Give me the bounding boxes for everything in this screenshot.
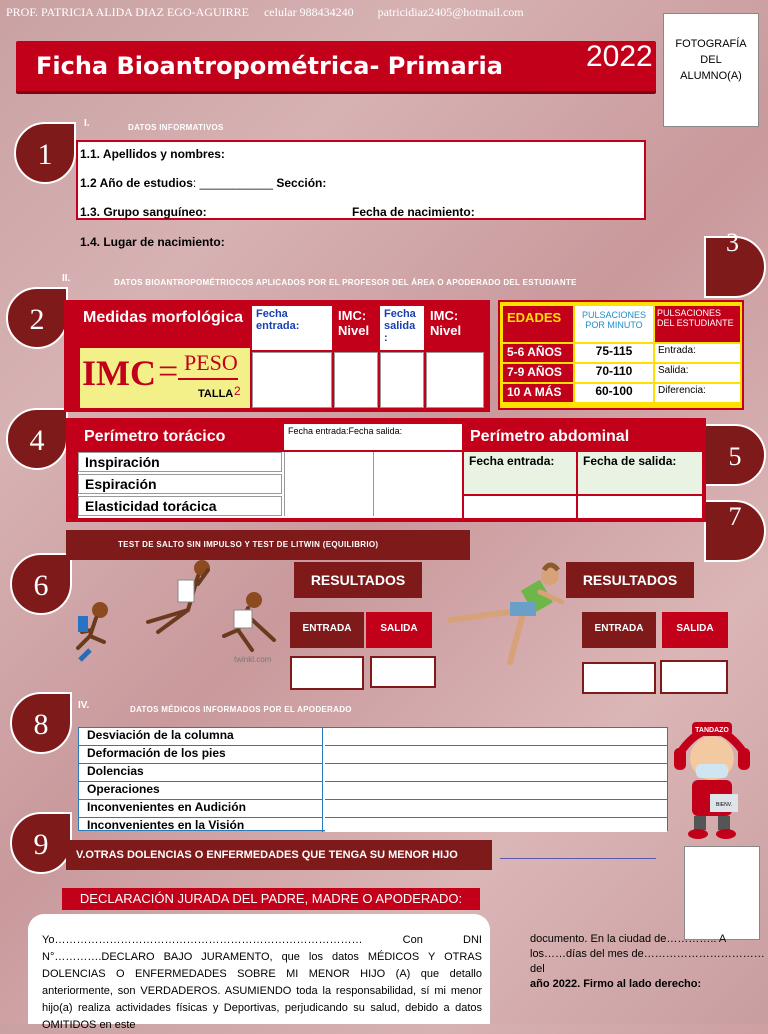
field-lugar[interactable]: 1.4. Lugar de nacimiento: <box>80 235 225 249</box>
med-row-3: Dolencias <box>79 764 323 782</box>
imc-exponent: 2 <box>234 384 241 398</box>
signature-box[interactable] <box>684 846 760 940</box>
pulso-2: 70-110 <box>575 364 653 382</box>
entrada-1-input[interactable] <box>290 656 364 690</box>
imc-text: IMC <box>82 353 156 393</box>
imc-nivel-2: IMC: Nivel <box>426 306 484 350</box>
pt-fecha-salida: Fecha salida: <box>348 426 403 436</box>
section-2-title: DATOS BIOANTROPOMÉTRIOCOS APLICADOS POR EL PROFESOR DEL ÁREA O APODERADO DEL ESTUDIANTE <box>114 278 577 287</box>
abd-entrada-cell[interactable] <box>464 496 576 518</box>
jump-figures-image <box>48 560 288 670</box>
salida-1-label: SALIDA <box>366 612 432 648</box>
mascot-image <box>664 710 760 840</box>
section-number-3: 3 <box>704 236 766 298</box>
abd-fecha-salida: Fecha de salida: <box>578 452 702 494</box>
twinkl-label: twinkl.com <box>234 655 272 664</box>
edades-header: EDADES <box>503 306 573 342</box>
decl-r1: documento. En la ciudad de………….. A <box>530 933 727 945</box>
pt-entrada-cells[interactable] <box>284 452 374 516</box>
mascot-cap-label: TANDAZO <box>695 727 729 734</box>
med-values[interactable] <box>325 728 667 832</box>
med-row-2: Deformación de los pies <box>79 746 323 764</box>
resultados-1: RESULTADOS <box>294 562 422 598</box>
section-number-6: 6 <box>10 553 72 615</box>
photo-label-1: FOTOGRAFÍA <box>675 38 747 50</box>
section-number-7: 7 <box>704 500 766 562</box>
header-line <box>6 5 524 20</box>
section-number-2: 2 <box>6 287 68 349</box>
pt-salida-cells[interactable] <box>374 452 462 516</box>
edad-1: 5-6 AÑOS <box>503 344 573 362</box>
abd-fecha-entrada: Fecha entrada: <box>464 452 576 494</box>
med-row-6: Inconvenientes en la Visión <box>79 818 323 832</box>
pulsaciones-estudiante-header: PULSACIONES DEL ESTUDIANTE <box>655 306 740 342</box>
decl-r2: los……días del mes de…………………………… <box>530 948 765 960</box>
field-nacimiento[interactable]: Fecha de nacimiento: <box>352 205 475 219</box>
salida-1-input[interactable] <box>370 656 436 688</box>
entrada-2-label: ENTRADA <box>582 612 656 648</box>
inspiracion-label: Inspiración <box>78 452 282 472</box>
cell-imc-2[interactable] <box>426 352 484 408</box>
imc-formula-image <box>80 348 250 408</box>
photo-label-2: DEL <box>700 54 722 66</box>
declaration-right <box>530 932 766 992</box>
email: patricidiaz2405@hotmail.com <box>377 5 524 19</box>
fecha-salida-label: Fecha salida : <box>380 306 424 350</box>
section-1-roman: I. <box>84 118 90 129</box>
section-number-1: 1 <box>14 122 76 184</box>
field-grupo[interactable]: 1.3. Grupo sanguíneo: <box>80 205 207 219</box>
cell-fecha-salida[interactable] <box>380 352 424 408</box>
declaration-text: Yo………………………………………………………………………… Con DNI N°………….DECLARO BAJO JURAMENTO, que los datos MÉDICOS Y OTRAS DOLENCIAS O ENFERMEDADES SOBRE MI MENOR HIJO (A) que detallo anteriormente, son VERDADEROS. ASUMIENDO toda la responsabilidad, sí mi menor hijo(a) realiza actividades físicas y Deportivas, perjudicando su salud, debido a datos OMITIDOS en este <box>42 934 482 1031</box>
pt-fecha-entrada: Fecha entrada: <box>288 426 349 436</box>
perimetro-abdominal-title: Perímetro abdominal <box>464 424 702 450</box>
salida-2-label: SALIDA <box>662 612 728 648</box>
section-2-roman: II. <box>62 273 71 284</box>
phone: celular 988434240 <box>263 5 354 19</box>
perimetro-fechas <box>284 424 462 450</box>
declaration-title: DECLARACIÓN JURADA DEL PADRE, MADRE O APODERADO: <box>62 888 480 910</box>
field-apellidos[interactable]: 1.1. Apellidos y nombres: <box>80 147 225 161</box>
medical-table <box>78 727 668 831</box>
espiracion-label: Espiración <box>78 474 282 494</box>
section-5-title: V.OTRAS DOLENCIAS O ENFERMEDADES QUE TENGA SU MENOR HIJO <box>76 849 458 861</box>
section-number-5: 5 <box>704 424 766 486</box>
section-3-title: TEST DE SALTO SIN IMPULSO Y TEST DE LITWIN (EQUILIBRIO) <box>118 540 379 549</box>
page-title: Ficha Bioantropométrica- Primaria <box>36 52 503 80</box>
imc-talla: TALLA <box>198 388 234 400</box>
section-5-line[interactable] <box>500 858 656 859</box>
cell-imc-1[interactable] <box>334 352 378 408</box>
med-row-4: Operaciones <box>79 782 323 800</box>
fecha-entrada-label: Fecha entrada: <box>252 306 332 350</box>
salida-2-input[interactable] <box>660 660 728 694</box>
resultados-2: RESULTADOS <box>566 562 694 598</box>
field-anio[interactable]: 1.2 Año de estudios: ___________ Sección: <box>80 176 327 190</box>
section-4-title: DATOS MÉDICOS INFORMADOS POR EL APODERADO <box>130 705 352 714</box>
pulso-3: 60-100 <box>575 384 653 402</box>
salida-cell[interactable]: Salida: <box>655 364 740 382</box>
author: PROF. PATRICIA ALIDA DIAZ EGO-AGUIRRE <box>6 5 249 19</box>
photo-label-3: ALUMNO(A) <box>680 70 742 82</box>
mascot-sign: BIENV. <box>716 802 732 808</box>
decl-r4: año 2022. Firmo al lado derecho: <box>530 978 702 990</box>
section-number-9: 9 <box>10 812 72 874</box>
diferencia-cell[interactable]: Diferencia: <box>655 384 740 402</box>
edad-2: 7-9 AÑOS <box>503 364 573 382</box>
med-row-5: Inconvenientes en Audición <box>79 800 323 818</box>
pulsaciones-header: PULSACIONES POR MINUTO <box>575 306 653 342</box>
entrada-cell[interactable]: Entrada: <box>655 344 740 362</box>
imc-equals: = <box>158 351 179 391</box>
section-1-title: DATOS INFORMATIVOS <box>128 123 224 132</box>
med-row-1: Desviación de la columna <box>79 728 323 746</box>
balance-figure-image <box>440 562 570 672</box>
section-number-8: 8 <box>10 692 72 754</box>
section-4-roman: IV. <box>78 700 90 711</box>
perimetro-toracico-title: Perímetro torácico <box>78 424 282 450</box>
edades-rows <box>503 344 740 404</box>
imc-fraction-line <box>178 378 238 380</box>
imc-nivel-1: IMC: Nivel <box>334 306 378 350</box>
medidas-label: Medidas morfológica <box>76 306 250 350</box>
pulso-1: 75-115 <box>575 344 653 362</box>
perimetro-table <box>78 452 462 518</box>
edad-3: 10 A MÁS <box>503 384 573 402</box>
decl-r3: del <box>530 963 545 975</box>
entrada-1-label: ENTRADA <box>290 612 364 648</box>
photo-box[interactable] <box>663 13 759 127</box>
year: 2022 <box>586 40 653 73</box>
entrada-2-input[interactable] <box>582 662 656 694</box>
cell-fecha-entrada[interactable] <box>252 352 332 408</box>
elasticidad-label: Elasticidad torácica <box>78 496 282 516</box>
section-number-4: 4 <box>6 408 68 470</box>
imc-peso: PESO <box>184 350 238 375</box>
abd-salida-cell[interactable] <box>578 496 702 518</box>
